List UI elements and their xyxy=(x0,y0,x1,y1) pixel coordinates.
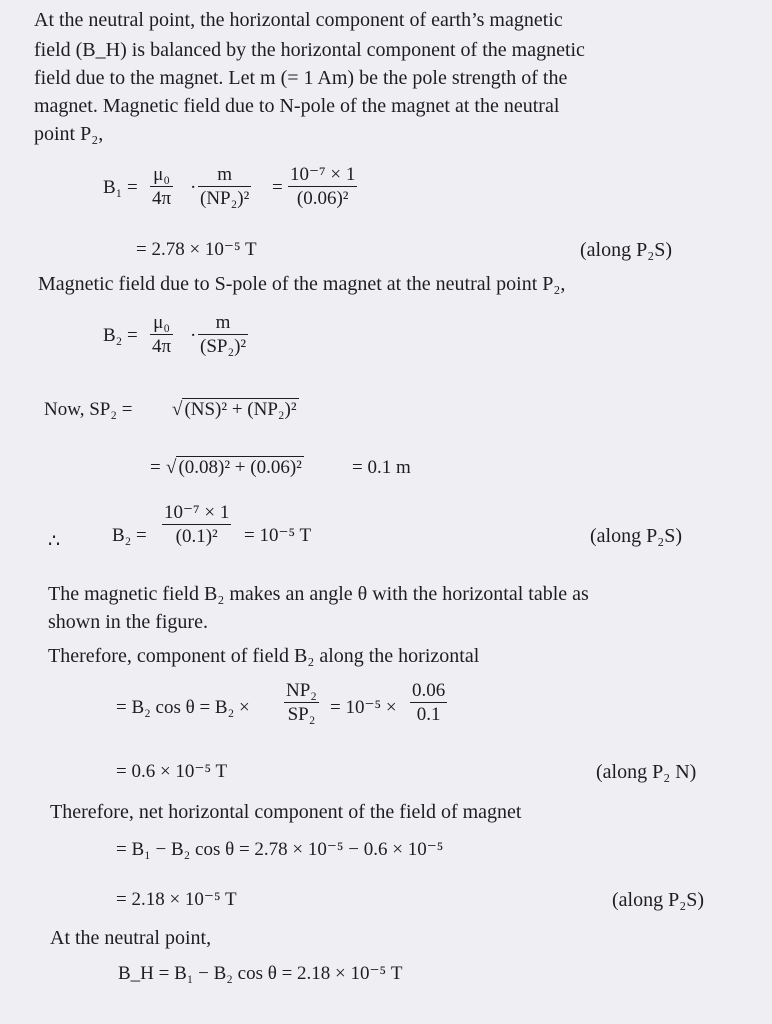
b2-fraction-m xyxy=(198,312,248,359)
b2-lhs: B₂ = xyxy=(103,325,138,346)
intro-line-1: At the neutral point, the horizontal component of earth’s magnetic xyxy=(34,9,563,31)
sp2-root-2: √ (0.08)² + (0.06)² xyxy=(166,457,302,478)
comp-fraction-np-sp xyxy=(284,680,319,727)
b2-fraction-mu xyxy=(150,312,173,359)
comp-direction: (along P₂ N) xyxy=(596,761,697,783)
intro-line-2: field (B_H) is balanced by the horizontal component of the magnetic xyxy=(34,39,585,61)
net-line-1: = B₁ − B₂ cos θ = 2.78 × 10⁻⁵ − 0.6 × 10⁻⁵ xyxy=(116,839,444,860)
b1-lhs: B₁ = xyxy=(103,177,138,198)
comp-lhs: = B₂ cos θ = B₂ × xyxy=(116,697,250,718)
comp-f1-denominator: SP₂ xyxy=(287,704,316,725)
sp2-equals: = xyxy=(150,457,161,478)
angle-line-2: shown in the figure. xyxy=(48,611,208,633)
b2calc-denominator: (0.1)² xyxy=(175,526,218,547)
sp2-radicand-1: (NS)² + (NP₂)² xyxy=(184,399,297,420)
b1-fraction-m xyxy=(198,164,251,211)
b1-f2-numerator: m xyxy=(217,164,233,185)
b1-f2-denominator: (NP₂)² xyxy=(200,188,250,209)
b2calc-numerator: 10⁻⁷ × 1 xyxy=(164,502,230,523)
comp-f2-numerator: 0.06 xyxy=(412,680,446,701)
b2-f1-numerator: μ₀ xyxy=(153,312,170,333)
b1-fraction-mu xyxy=(150,164,173,211)
b1-f1-numerator: μ₀ xyxy=(153,164,170,185)
final-text: At the neutral point, xyxy=(50,927,212,949)
b1-fraction-values xyxy=(288,164,357,211)
comp-result: = 0.6 × 10⁻⁵ T xyxy=(116,761,228,782)
b1-f1-denominator: 4π xyxy=(152,188,172,209)
intro-line-3: field due to the magnet. Let m (= 1 Am) be the pole strength of the xyxy=(34,67,568,89)
net-direction: (along P₂S) xyxy=(612,889,704,911)
s-pole-text: Magnetic field due to S-pole of the magnet at the neutral point P₂, xyxy=(38,273,566,295)
intro-line-5: point P₂, xyxy=(34,123,104,145)
b1-f3-denominator: (0.06)² xyxy=(296,188,349,209)
comp-f2-denominator: 0.1 xyxy=(416,704,441,725)
b2calc-result: = 10⁻⁵ T xyxy=(244,525,312,546)
net-text: Therefore, net horizontal component of the field of magnet xyxy=(50,801,522,823)
b1-result: = 2.78 × 10⁻⁵ T xyxy=(136,239,257,260)
b2-f2-denominator: (SP₂)² xyxy=(200,336,247,357)
b2calc-lhs: B₂ = xyxy=(112,525,147,546)
b2-dot: · xyxy=(190,325,197,346)
comp-f1-numerator: NP₂ xyxy=(286,680,317,701)
angle-line-1: The magnetic field B₂ makes an angle θ with the horizontal table as xyxy=(48,583,589,605)
therefore-symbol: ∴ xyxy=(48,531,61,552)
b2calc-fraction xyxy=(162,502,231,549)
final-equation: B_H = B₁ − B₂ cos θ = 2.18 × 10⁻⁵ T xyxy=(118,963,403,984)
b2-f2-numerator: m xyxy=(215,312,231,333)
intro-line-4: magnet. Magnetic field due to N-pole of the magnet at the neutral xyxy=(34,95,560,117)
comp-mid: = 10⁻⁵ × xyxy=(330,697,397,718)
b2calc-direction: (along P₂S) xyxy=(590,525,682,547)
sp2-result: = 0.1 m xyxy=(352,457,411,478)
comp-fraction-values xyxy=(410,680,447,727)
b1-f3-numerator: 10⁻⁷ × 1 xyxy=(290,164,356,185)
b1-direction: (along P₂S) xyxy=(580,239,672,261)
net-line-2: = 2.18 × 10⁻⁵ T xyxy=(116,889,237,910)
sp2-radicand-2: (0.08)² + (0.06)² xyxy=(178,457,302,478)
angle-line-3: Therefore, component of field B₂ along the horizontal xyxy=(48,645,480,667)
sp2-lhs: Now, SP₂ = xyxy=(44,399,133,420)
sp2-root-1: √ (NS)² + (NP₂)² xyxy=(172,399,297,420)
b1-dot: · xyxy=(190,177,197,198)
b2-f1-denominator: 4π xyxy=(152,336,172,357)
b1-equals: = xyxy=(272,177,283,198)
